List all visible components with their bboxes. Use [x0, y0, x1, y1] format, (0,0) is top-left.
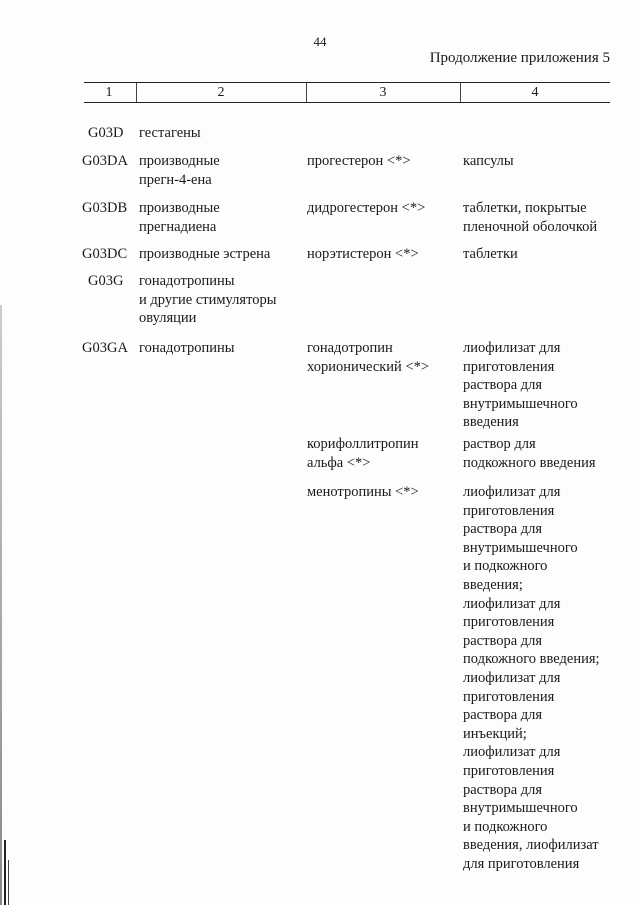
atc-code: G03G [88, 273, 124, 289]
scan-mark [4, 840, 6, 905]
atc-code: G03DB [82, 200, 128, 216]
atc-group: производные прегн-4-ена [139, 153, 220, 188]
dosage-form: капсулы [463, 153, 514, 169]
atc-code: G03DC [82, 246, 128, 262]
drug-name: норэтистерон <*> [307, 246, 419, 262]
scan-mark [8, 860, 9, 905]
drug-name: прогестерон <*> [307, 153, 411, 169]
atc-code: G03DA [82, 153, 128, 169]
scan-edge [0, 305, 2, 905]
header-col-1: 1 [105, 85, 113, 100]
header-col-4: 4 [531, 85, 539, 100]
dosage-form: лиофилизат для приготовления раствора для внутримышечного введения [463, 340, 578, 431]
dosage-form: раствор для подкожного введения [463, 436, 596, 471]
continuation-note: Продолжение приложения 5 [429, 50, 610, 66]
atc-code: G03GA [82, 340, 128, 356]
dosage-form: таблетки, покрытые пленочной оболочкой [463, 200, 598, 235]
atc-code: G03D [88, 125, 124, 141]
atc-group: производные эстрена [139, 246, 271, 262]
dosage-form: лиофилизат для приготовления раствора для внутримышечного и подкожного введения; лиофилизат для приготовления раствора для подкожного введения; лиофилизат для приготовления раствора для инъекций; лиофилизат для приготовления раствора для внутримышечного и подкожного введения, лиофилизат для приготовления [463, 484, 600, 872]
dosage-form: таблетки [463, 246, 518, 262]
atc-group: гонадотропины [139, 340, 235, 356]
table-header [84, 82, 610, 103]
atc-group: производные прегнадиена [139, 200, 220, 235]
drug-name: менотропины <*> [307, 484, 419, 500]
atc-group: гонадотропины и другие стимуляторы овуляции [139, 273, 277, 327]
atc-group: гестагены [139, 125, 201, 141]
drug-name: дидрогестерон <*> [307, 200, 426, 216]
header-col-3: 3 [379, 85, 387, 100]
drug-name: корифоллитропин альфа <*> [307, 436, 419, 471]
page-number: 44 [313, 34, 327, 49]
header-col-2: 2 [217, 85, 225, 100]
drug-name: гонадотропин хорионический <*> [307, 340, 430, 375]
